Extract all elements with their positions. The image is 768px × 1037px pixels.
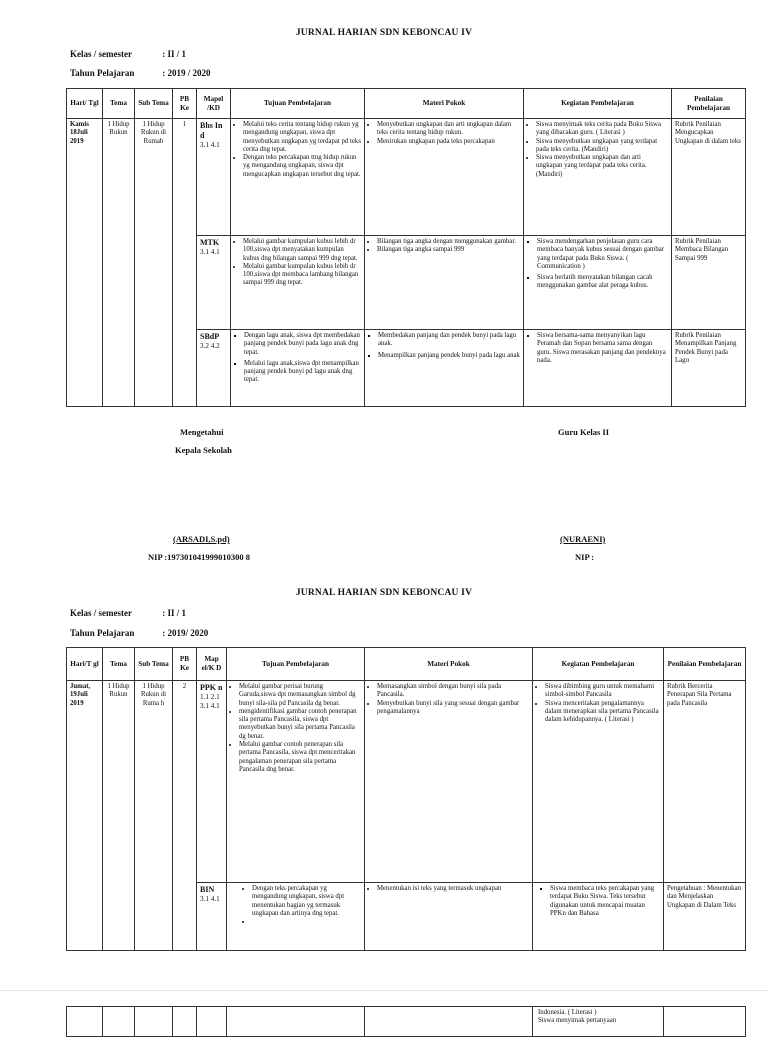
tema-cell: 1 Hidup Rukun (103, 681, 135, 951)
journal2-continuation-table (66, 1006, 746, 1037)
materi-cell (365, 883, 533, 951)
penilaian-cell: Pengetahuan : Menentukan dan Menjelaskan Ungkapan di Dalam Teks (664, 883, 746, 951)
list-item: • Menyebutkan bunyi sila yang sesuai dengan gambar pengamalannya (377, 700, 529, 717)
materi-cell (365, 681, 533, 883)
pb-cell: 2 (173, 681, 197, 951)
sig-left-nip: NIP :197301041999010300 8 (148, 552, 250, 562)
table-row (67, 1007, 746, 1037)
header-subtema: Sub Tema (135, 648, 173, 681)
list-item: • Siswa menyimak teks cerita pada Buku Siswa yang dibacakan guru. ( Literasi ) (536, 121, 668, 138)
mapel-cell (197, 236, 231, 330)
journal2-class-row (70, 608, 186, 618)
continuation-line: Indonesia. ( Literasi ) (538, 1009, 597, 1016)
header-hari: Hari/ Tgl (67, 89, 103, 119)
mapel-cell (197, 119, 231, 236)
list-item: • Siswa menyebutkan ungkapan yang terdapat pada teks cerita. (Mandiri) (536, 138, 668, 155)
tujuan-cell (231, 330, 365, 407)
journal1-class-row (70, 49, 186, 59)
header-penilaian: Penilaian Pembelajaran (664, 648, 746, 681)
journal1-table (66, 88, 746, 407)
sig-right-nip: NIP : (575, 552, 595, 562)
header-kegiatan: Kegiatan Pembelajaran (524, 89, 672, 119)
mapel-cell (197, 883, 227, 951)
page-divider (0, 990, 768, 991)
year-value: : 2019 / 2020 (162, 68, 211, 78)
hari-cell: Jumat, 19Juli 2019 (67, 681, 103, 951)
mapel-name: SBdP (200, 332, 220, 341)
hari-cell: Kamis 18Juli 2019 (67, 119, 103, 407)
tujuan-cell (227, 883, 365, 951)
header-mapel: Map el/K D (197, 648, 227, 681)
mapel-name: MTK (200, 238, 220, 247)
class-label: Kelas / semester (70, 49, 132, 59)
kd-codes: 1.1 2.1 3.1 4.1 (200, 692, 220, 710)
penilaian-cell: Rubrik Penilaian Menampilkan Panjang Pendek Bunyi pada Lagu (672, 330, 746, 407)
journal2-year-row (70, 628, 208, 638)
list-item (252, 918, 361, 926)
mapel-cell (197, 330, 231, 407)
table-row (67, 119, 746, 236)
kegiatan-cell (524, 236, 672, 330)
table-row (67, 681, 746, 883)
kegiatan-cell (524, 119, 672, 236)
mapel-name: Bhs In d (200, 121, 223, 140)
list-item: ▪ Siswa berlatih menyatakan bilangan cacah menggunakan gambar alat peraga kubus. (537, 274, 668, 291)
list-item: ▪ Menampilkan panjang pendek bunyi pada lagu anak (378, 352, 520, 360)
list-item: • Melalui gambar contoh penerapan sila pertama Pancasila, siswa dpt menceritakan pengalaman penerapan sila pertama Pancasila dng benar. (239, 741, 361, 774)
list-item: ▪ Siswa membaca teks percakapan yang terdapat Buku Siswa. Teks tersebut digunakan untuk mencapai muatan PPKn dan Bahasa (550, 885, 660, 918)
list-item: • Siswa menyebutkan ungkapan dan arti ungkapan yang terdapat pada teks cerita. (Mandiri) (536, 154, 668, 179)
journal1-title: JURNAL HARIAN SDN KEBONCAU IV (295, 28, 473, 38)
list-item: ▪ Siswa bersama-sama menyanyikan lagu Peramah dan Sopan bersama sama dengan guru. Siswa merasakan panjang dan pendeknya nada. (537, 332, 668, 365)
list-item: • Memasangkan simbol dengan bunyi sila pada Pancasila. (377, 683, 529, 700)
list-item: • Dengan teks percakapan ttng hidup rukun yg mengandung ungkapan, siswa dpt mengucapkan ungkapan tersebut dng tepat. (243, 154, 361, 179)
journal1-year-row (70, 68, 211, 78)
header-materi: Materi Pokok (365, 648, 533, 681)
tujuan-cell (231, 236, 365, 330)
pb-cell: 1 (173, 119, 197, 407)
year-label: Tahun Pelajaran (70, 628, 135, 638)
header-hari: Hari/T gl (67, 648, 103, 681)
header-materi: Materi Pokok (365, 89, 524, 119)
kegiatan-cell (533, 883, 664, 951)
list-item: • Melalui gambar kumpulan kubus lebih dr 100,siswa dpt membaca lambang bilangan sampai 999 dng tepat. (243, 263, 361, 288)
list-item: ▪ Membedakan panjang dan pendek bunyi pada lagu anak. (378, 332, 520, 349)
kegiatan-cell (524, 330, 672, 407)
sig-left-title: Mengetahui (180, 427, 224, 437)
subtema-cell: 1 Hidup Rukun di Ruma h (135, 681, 173, 951)
materi-cell (365, 119, 524, 236)
tujuan-cell (227, 681, 365, 883)
class-label: Kelas / semester (70, 608, 132, 618)
year-value: : 2019/ 2020 (162, 628, 209, 638)
kd-codes: 3.2 4.2 (200, 341, 220, 350)
table-header-row (67, 89, 746, 119)
list-item: • Melalui teks cerita tentang hidup rukun yg mengandung ungkapan, siswa dpt menyebutkan ungkapan yg terdapat pd teks cerita dng tepat. (243, 121, 361, 154)
kegiatan-cell (533, 681, 664, 883)
list-item: • Bilangan tiga angka dengan menggunakan gambar. (377, 238, 520, 246)
header-penilaian: Penilaian Pembelajaran (672, 89, 746, 119)
continuation-line: Siswa menyimak pertanyaan (538, 1017, 617, 1025)
sig-right-name: (NURAENI) (560, 534, 606, 544)
header-mapel: Mapel /KD (197, 89, 231, 119)
list-item: • Menirukan ungkapan pada teks percakapan (377, 138, 520, 146)
journal2-table (66, 647, 746, 951)
list-item: • Siswa dibimbing guru untuk memahami simbol-simbol Pancasila (545, 683, 660, 700)
header-tujuan: Tujuan Pembelajaran (231, 89, 365, 119)
mapel-name: PPK n (200, 683, 223, 692)
list-item: ▪ Dengan lagu anak, siswa dpt membedakan panjang pendek bunyi pada lagu anak dng tepat. (244, 332, 361, 357)
penilaian-cell: Rubrik Penilaian Membaca Bilangan Sampai 999 (672, 236, 746, 330)
list-item: • Bilangan tiga angka sampai 999 (377, 246, 520, 254)
header-tema: Tema (103, 89, 135, 119)
tujuan-cell (231, 119, 365, 236)
header-tema: Tema (103, 648, 135, 681)
header-subtema: Sub Tema (135, 89, 173, 119)
list-item: • Menyebutkan ungkapan dan arti ungkapan dalam teks cerita tentang hidup rukun. (377, 121, 520, 138)
table-header-row (67, 648, 746, 681)
header-pb: PB Ke (173, 648, 197, 681)
materi-cell (365, 330, 524, 407)
penilaian-cell: Rubrik Bercerita Penerapan Sila Pertama pada Pancasila (664, 681, 746, 883)
penilaian-cell: Rubrik Penilaian Mengucapkan Ungkapan di dalam teks (672, 119, 746, 236)
materi-cell (365, 236, 524, 330)
kd-codes: 3.1 4.1 (200, 894, 220, 903)
sig-left-name: (ARSADI,S.pd) (173, 534, 230, 544)
list-item: • Menentukan isi teks yang termasuk ungkapan (377, 885, 529, 893)
list-item: • mengidentifikasi gambar contoh penerapan sila pertama Pancasila, siswa dpt menyebutkan bunyi sila pertama Pancasila dg benar. (239, 708, 361, 741)
header-tujuan: Tujuan Pembelajaran (227, 648, 365, 681)
tema-cell: 1 Hidup Rukun (103, 119, 135, 407)
mapel-cell (197, 681, 227, 883)
kd-codes: 3.1 4.1 (200, 140, 220, 149)
class-value: : II / 1 (162, 608, 187, 618)
sig-right-title: Guru Kelas II (558, 427, 610, 437)
kd-codes: 3.1 4.1 (200, 247, 220, 256)
header-pb: PB Ke (173, 89, 197, 119)
journal2-title: JURNAL HARIAN SDN KEBONCAU IV (295, 588, 473, 598)
list-item: • Dengan teks percakapan yg mengandung ungkapan, siswa dpt menentukan bagian yg termasuk ungkapan dan artinya dng tepat. (252, 885, 361, 918)
list-item: • Melalui gambar kumpulan kubus lebih dr 100,siswa dpt menyatakan kumpulan kubus dng bilangan sampai 999 dng tepat. (243, 238, 361, 263)
kegiatan-cell (533, 1007, 664, 1037)
year-label: Tahun Pelajaran (70, 68, 135, 78)
mapel-name: BIN (200, 885, 215, 894)
subtema-cell: 1 Hidup Rukun di Rumah (135, 119, 173, 407)
list-item: ▪ Siswa mendengarkan penjelasan guru cara membaca banyak kubus sesuai dengan gambar yang terdapat pada Buku Siswa. ( Communication ) (537, 238, 668, 271)
header-kegiatan: Kegiatan Pembelajaran (533, 648, 664, 681)
list-item: • Melalui gambar perisai burung Garuda,siswa dpt memasangkan simbol dg bunyi sila-sila pd Pancasila dg benar. (239, 683, 361, 708)
list-item: • Siswa menceritakan pengalamannya dalam menerapkan sila pertama Pancasila dalam kehidupannya. ( Literasi ) (545, 700, 660, 725)
sig-left-role: Kepala Sekolah (175, 445, 232, 455)
list-item: ▪ Melalui lagu anak,siswa dpt menampilkan panjang pendek bunyi pd lagu anak dng tepat. (244, 360, 361, 385)
class-value: : II / 1 (162, 49, 187, 59)
